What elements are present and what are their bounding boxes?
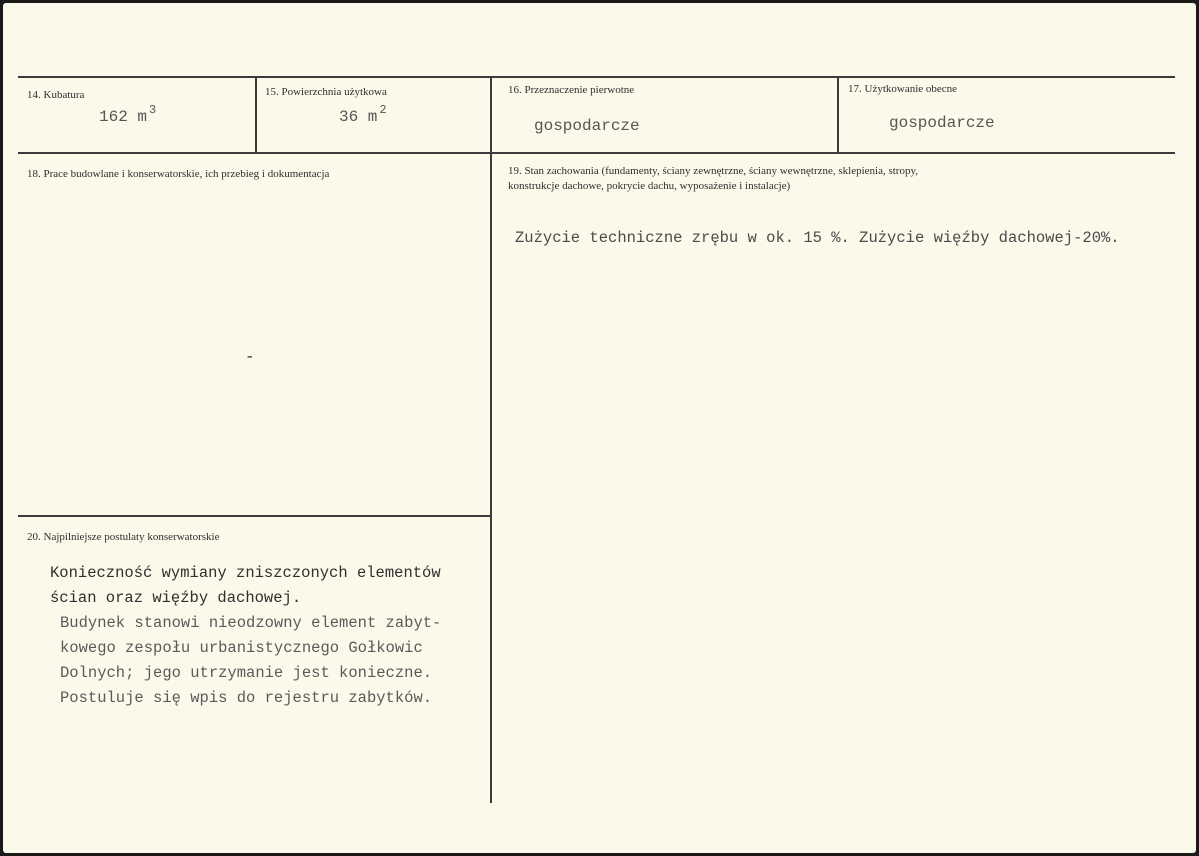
divider-15-16 xyxy=(490,76,492,803)
field-14-label: 14. Kubatura xyxy=(27,89,85,101)
field-14-superscript: 3 xyxy=(149,103,157,117)
section20-top-rule xyxy=(18,515,491,517)
divider-14-15 xyxy=(255,76,257,154)
record-card xyxy=(3,3,1196,853)
field-14-value xyxy=(99,103,157,126)
field-20-line: Dolnych; jego utrzymanie jest konieczne. xyxy=(60,664,433,682)
field-15-superscript: 2 xyxy=(379,103,387,117)
field-19-value: Zużycie techniczne zrębu w ok. 15 %. Zużycie więźby dachowej-20%. xyxy=(515,229,1120,247)
field-20-text xyxy=(50,561,441,711)
field-14-number: 162 m xyxy=(99,108,148,126)
field-19-label-line2: konstrukcje dachowe, pokrycie dachu, wyposażenie i instalacje) xyxy=(508,180,791,192)
field-16-label: 16. Przeznaczenie pierwotne xyxy=(508,84,635,96)
field-20-line: kowego zespołu urbanistycznego Gołkowic xyxy=(60,639,423,657)
field-20-label: 20. Najpilniejsze postulaty konserwatorskie xyxy=(27,531,220,543)
field-17-value: gospodarcze xyxy=(889,114,995,132)
divider-16-17 xyxy=(837,76,839,154)
field-15-value xyxy=(339,103,387,126)
field-17-label: 17. Użytkowanie obecne xyxy=(848,83,958,95)
row1-bottom-rule xyxy=(18,152,1175,154)
field-20-line: Budynek stanowi nieodzowny element zabyt- xyxy=(60,614,442,632)
field-18-value: - xyxy=(245,348,255,366)
top-rule xyxy=(18,76,1175,78)
field-16-value: gospodarcze xyxy=(534,117,640,135)
field-15-label: 15. Powierzchnia użytkowa xyxy=(265,86,387,98)
field-20-line: Postuluje się wpis do rejestru zabytków. xyxy=(60,689,433,707)
field-20-line: ścian oraz więźby dachowej. xyxy=(50,589,302,607)
field-18-label: 18. Prace budowlane i konserwatorskie, ich przebieg i dokumentacja xyxy=(27,168,330,180)
field-15-number: 36 m xyxy=(339,108,378,126)
field-20-line: Konieczność wymiany zniszczonych elementów xyxy=(50,564,441,582)
field-19-label-line1: 19. Stan zachowania (fundamenty, ściany zewnętrzne, ściany wewnętrzne, sklepienia, stropy, xyxy=(508,165,919,177)
